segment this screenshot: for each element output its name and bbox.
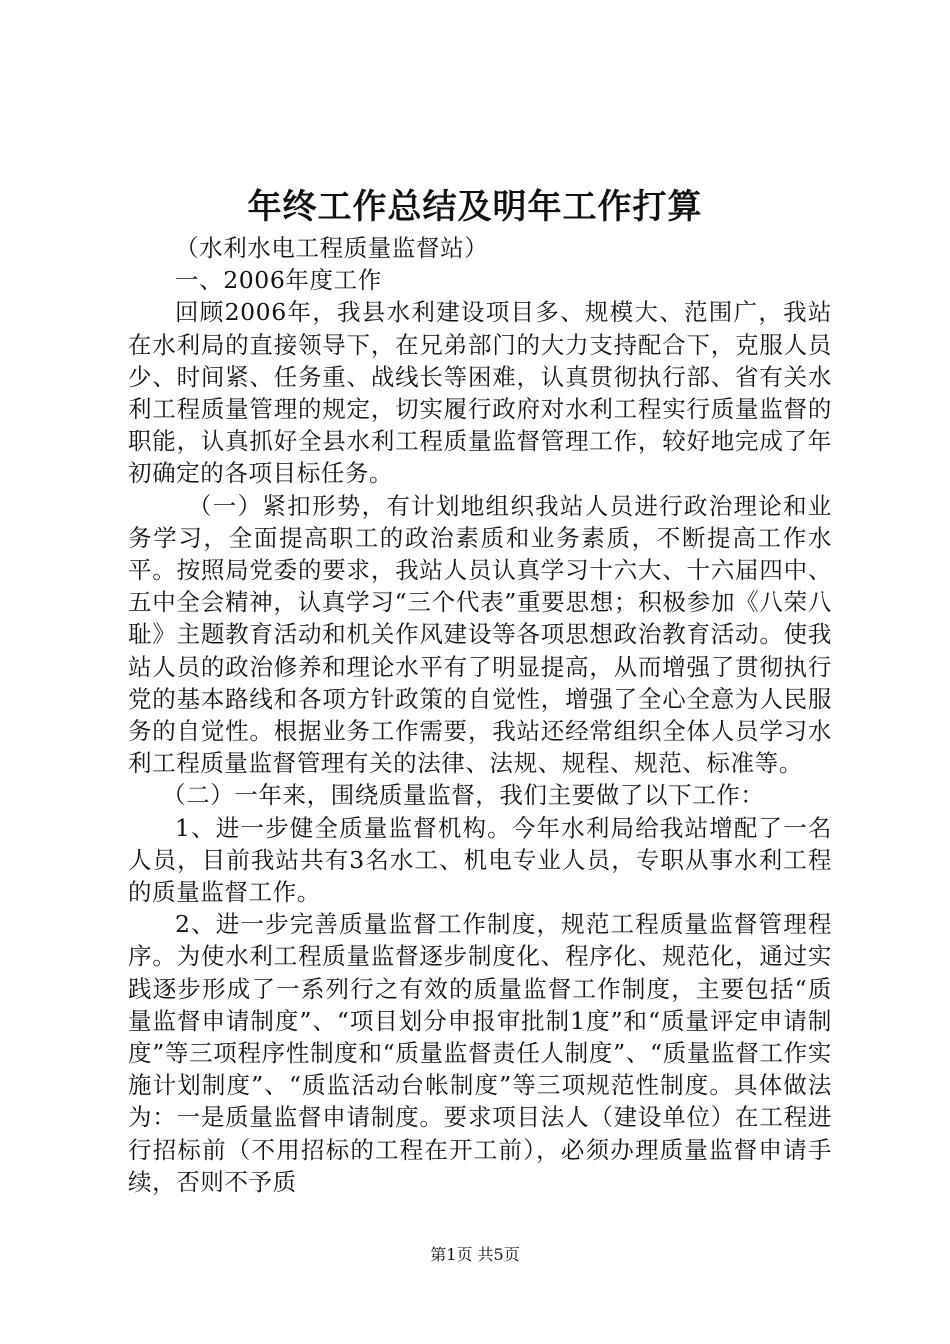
paragraph-review: 回顾2006年，我县水利建设项目多、规模大、范围广，我站在水利局的直接领导下，在兄弟部门的大力支持配合下，克服人员少、时间紧、任务重、战线长等困难，认真贯彻执行部、省有关水利工程质量管理的规定，切实履行政府对水利工程实行质量监督的职能，认真抓好全县水利工程质量监督管理工作，较好地完成了年初确定的各项目标任务。 xyxy=(128,298,832,488)
document-body xyxy=(128,232,832,1198)
paragraph-item-2: 2、进一步完善质量监督工作制度，规范工程质量监督管理程序。为使水利工程质量监督逐步制度化、程序化、规范化，通过实践逐步形成了一系列行之有效的质量监督工作制度，主要包括“质量监督申请制度”、“项目划分申报审批制1度”和“质量评定申请制度”等三项程序性制度和“质量监督责任人制度”、“质量监督工作实施计划制度”、“质监活动台帐制度”等三项规范性制度。具体做法为：一是质量监督申请制度。要求项目法人（建设单位）在工程进行招标前（不用招标的工程在开工前），必须办理质量监督申请手续，否则不予质 xyxy=(128,910,832,1196)
page-footer: 第1页 共5页 xyxy=(430,1245,520,1264)
issuer-line: （水利水电工程质量监督站） xyxy=(175,234,489,262)
section-heading: 一、2006年度工作 xyxy=(175,266,382,295)
paragraph-item-1: 1、进一步健全质量监督机构。今年水利局给我站增配了一名人员，目前我站共有3名水工、机电专业人员，专职从事水利工程的质量监督工作。 xyxy=(128,813,832,907)
document-title: 年终工作总结及明年工作打算 xyxy=(247,187,703,227)
paragraph-work-intro: （二）一年来，围绕质量监督，我们主要做了以下工作： xyxy=(162,781,765,810)
paragraph-study: （一）紧扣形势，有计划地组织我站人员进行政治理论和业务学习，全面提高职工的政治素质和业务素质，不断提高工作水平。按照局党委的要求，我站人员认真学习十六大、十六届四中、五中全会精神，认真学习“三个代表”重要思想；积极参加《八荣八耻》主题教育活动和机关作风建设等各项思想政治教育活动。使我站人员的政治修养和理论水平有了明显提高，从而增强了贯彻执行党的基本路线和各项方针政策的自觉性，增强了全心全意为人民服务的自觉性。根据业务工作需要，我站还经常组织全体人员学习水利工程质量监督管理有关的法律、法规、规程、规范、标准等。 xyxy=(128,491,832,778)
